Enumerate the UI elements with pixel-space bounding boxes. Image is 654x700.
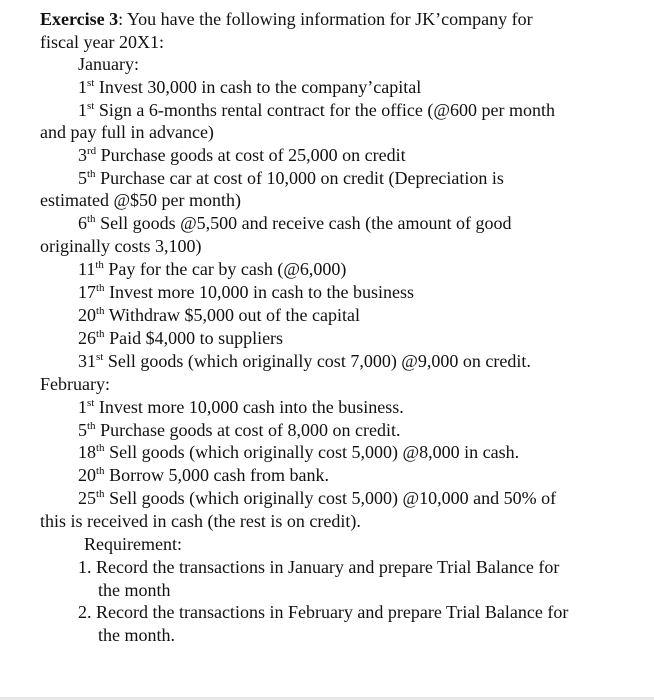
february-item [78, 487, 556, 509]
requirement-number: 2. [78, 602, 92, 622]
february-item [78, 419, 401, 441]
january-item [78, 144, 406, 166]
item-day-suffix: th [87, 168, 96, 180]
january-item-continuation: and pay full in advance) [40, 122, 214, 142]
item-day: 1 [78, 77, 87, 97]
january-item-continuation: estimated @$50 per month) [40, 190, 242, 210]
january-item [78, 281, 414, 303]
item-day-suffix: rd [87, 145, 97, 157]
item-text: Sign a 6-months rental contract for the office (@600 per month [94, 100, 555, 120]
item-text: Paid $4,000 to suppliers [104, 328, 284, 348]
item-day: 20 [78, 465, 96, 485]
exercise-label: Exercise 3 [40, 9, 119, 29]
requirement-item [78, 556, 559, 578]
item-text: Borrow 5,000 cash from bank. [104, 465, 330, 485]
item-text: Sell goods @5,500 and receive cash (the amount of good [95, 213, 512, 233]
item-day: 25 [78, 488, 96, 508]
february-item [78, 464, 329, 486]
requirement-item-continuation: the month [98, 580, 171, 600]
item-day: 1 [78, 100, 87, 120]
item-day: 5 [78, 420, 87, 440]
item-day-suffix: th [96, 305, 105, 317]
item-text: Pay for the car by cash (@6,000) [103, 259, 347, 279]
january-item [78, 212, 512, 234]
item-day: 17 [78, 282, 96, 302]
requirement-item [78, 601, 568, 623]
february-item-continuation: this is received in cash (the rest is on credit). [40, 511, 361, 531]
january-item [78, 258, 346, 280]
item-text: Purchase car at cost of 10,000 on credit (Depreciation is [95, 168, 504, 188]
item-day: 1 [78, 397, 87, 417]
item-day: 20 [78, 305, 96, 325]
january-heading: January: [78, 54, 139, 74]
item-day-suffix: st [96, 351, 104, 363]
item-text: Purchase goods at cost of 8,000 on credit. [95, 420, 401, 440]
item-day: 26 [78, 328, 96, 348]
january-item [78, 167, 504, 189]
exercise-intro-line-2: fiscal year 20X1: [40, 32, 164, 52]
item-day: 31 [78, 351, 96, 371]
item-text: Sell goods (which originally cost 5,000) @10,000 and 50% of [104, 488, 557, 508]
january-item [78, 76, 421, 98]
item-day-suffix: th [87, 213, 96, 225]
item-day-suffix: th [96, 328, 105, 340]
item-day-suffix: th [96, 465, 105, 477]
item-day-suffix: th [87, 420, 96, 432]
item-day: 5 [78, 168, 87, 188]
item-text: Sell goods (which originally cost 5,000) @8,000 in cash. [104, 442, 520, 462]
january-item [78, 304, 360, 326]
january-item [78, 327, 283, 349]
item-day: 18 [78, 442, 96, 462]
item-text: Invest 30,000 in cash to the company’capital [94, 77, 422, 97]
exercise-intro-text: : You have the following information for JK’company for [118, 9, 533, 29]
requirement-text: Record the transactions in February and prepare Trial Balance for [96, 602, 569, 622]
item-text: Invest more 10,000 cash into the business. [94, 397, 404, 417]
item-day-suffix: th [96, 282, 105, 294]
january-item [78, 99, 555, 121]
february-item [78, 396, 404, 418]
item-day-suffix: th [96, 488, 105, 500]
item-text: Withdraw $5,000 out of the capital [104, 305, 360, 325]
item-day: 11 [78, 259, 96, 279]
requirement-heading: Requirement: [84, 534, 182, 554]
requirement-number: 1. [78, 557, 92, 577]
item-day-suffix: st [87, 397, 95, 409]
item-text: Purchase goods at cost of 25,000 on credit [96, 145, 406, 165]
requirement-item-continuation: the month. [98, 625, 175, 645]
item-day: 6 [78, 213, 87, 233]
february-item [78, 441, 519, 463]
item-text: Sell goods (which originally cost 7,000) @9,000 on credit. [103, 351, 531, 371]
february-heading: February: [40, 374, 110, 394]
item-day-suffix: th [95, 259, 104, 271]
january-item [78, 350, 531, 372]
item-day-suffix: st [87, 100, 95, 112]
requirement-text: Record the transactions in January and prepare Trial Balance for [96, 557, 560, 577]
exercise-intro-line [40, 8, 533, 30]
item-day-suffix: st [87, 77, 95, 89]
item-day-suffix: th [96, 442, 105, 454]
item-text: Invest more 10,000 in cash to the business [104, 282, 415, 302]
january-item-continuation: originally costs 3,100) [40, 236, 202, 256]
item-day: 3 [78, 145, 87, 165]
